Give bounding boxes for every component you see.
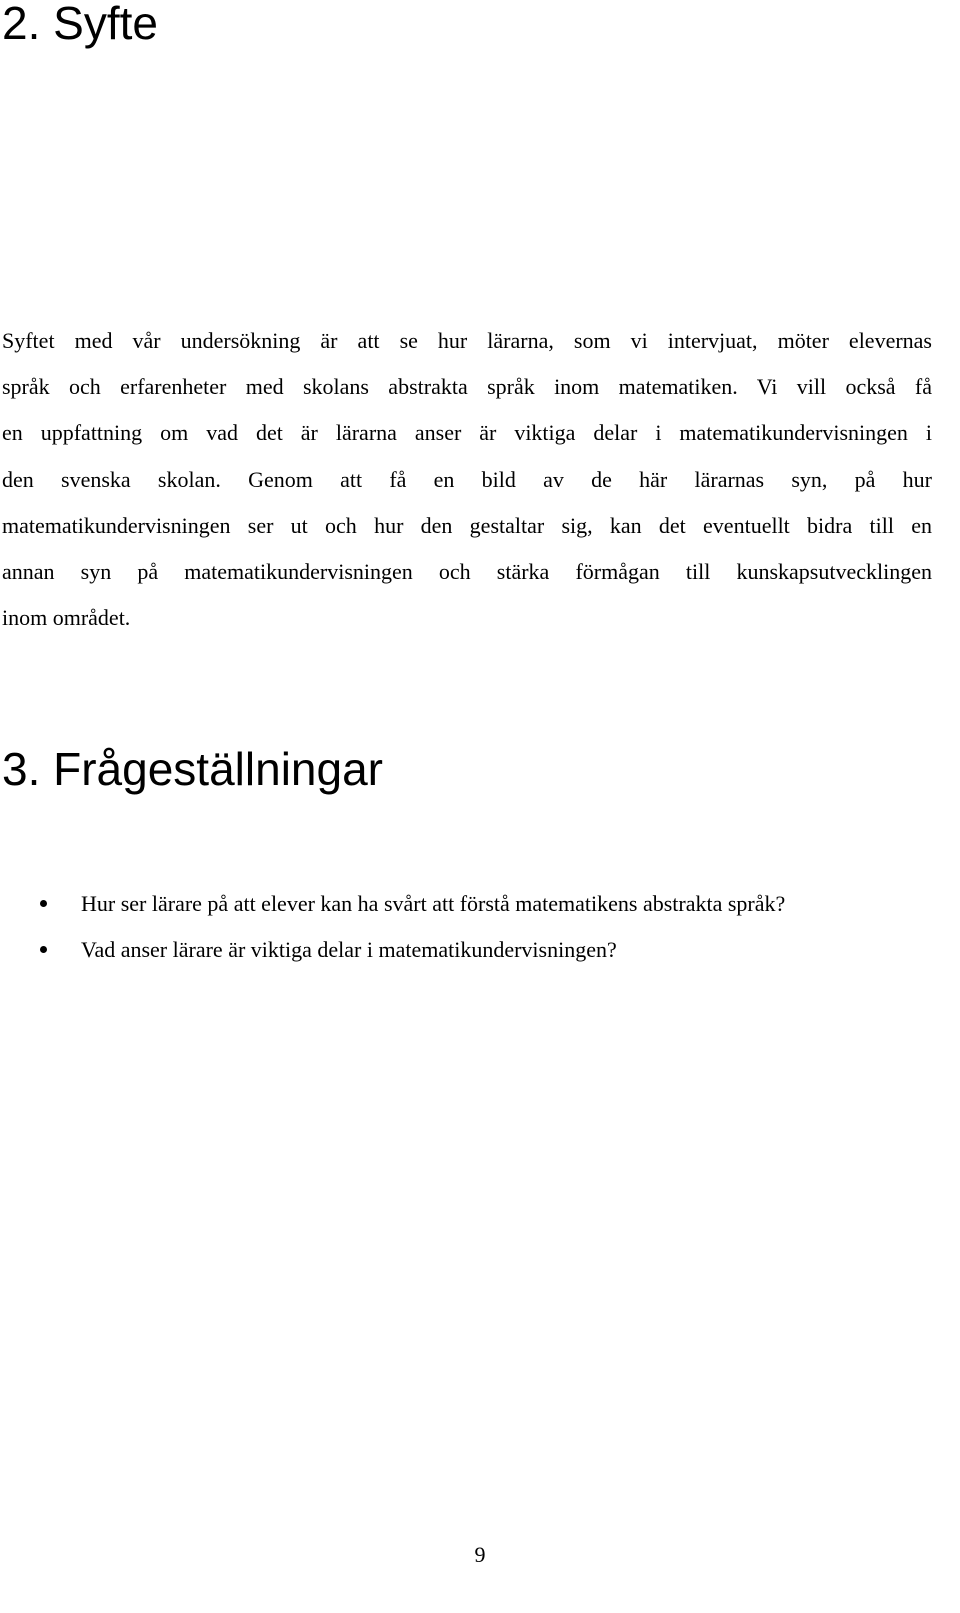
paragraph-line: annan syn på matematikundervisningen och stärka förmågan till kunskapsutvecklingen [2, 559, 932, 585]
paragraph-line: en uppfattning om vad det är lärarna anser är viktiga delar i matematikundervisningen i [2, 420, 932, 446]
paragraph-line: matematikundervisningen ser ut och hur den gestaltar sig, kan det eventuellt bidra till en [2, 512, 932, 538]
section-heading-fragestallningar: 3. Frågeställningar [2, 743, 383, 795]
question-list [0, 881, 785, 973]
list-item [0, 881, 785, 927]
question-text: Hur ser lärare på att elever kan ha svårt att förstå matematikens abstrakta språk? [81, 891, 786, 916]
paragraph-line: språk och erfarenheter med skolans abstrakta språk inom matematiken. Vi vill också få [2, 374, 932, 400]
page-number: 9 [474, 1542, 486, 1567]
paragraph-line: inom området. [2, 605, 131, 631]
syfte-paragraph [2, 318, 932, 641]
paragraph-line: den svenska skolan. Genom att få en bild av de här lärarnas syn, på hur [2, 466, 932, 492]
paragraph-line: Syftet med vår undersökning är att se hur lärarna, som vi intervjuat, möter elevernas [2, 328, 932, 353]
list-item [0, 927, 785, 973]
section-heading-syfte: 2. Syfte [2, 0, 158, 49]
bullet-icon [40, 946, 47, 953]
bullet-icon [40, 900, 47, 907]
question-text: Vad anser lärare är viktiga delar i matematikundervisningen? [81, 937, 617, 962]
